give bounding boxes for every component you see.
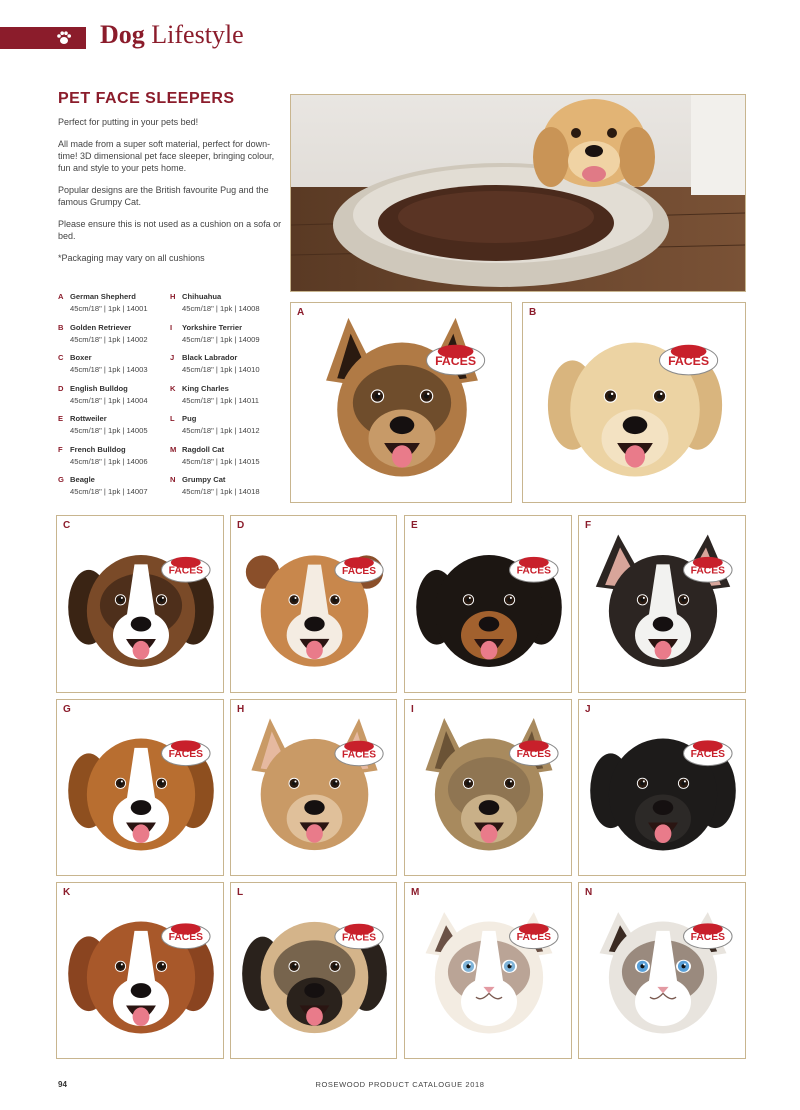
product-tile-f xyxy=(578,515,746,693)
cat-face-illustration xyxy=(579,883,746,1059)
tile-letter: E xyxy=(411,520,418,531)
faces-badge xyxy=(684,923,733,948)
faces-badge xyxy=(510,740,559,765)
tile-letter: F xyxy=(585,520,592,531)
product-spec: 45cm/18" | 1pk | 14009 xyxy=(182,334,260,344)
tile-letter: G xyxy=(63,704,71,715)
faces-badge-text: FACES xyxy=(690,932,725,944)
desc-paragraph: Perfect for putting in your pets bed! xyxy=(58,117,199,127)
product-name xyxy=(170,323,282,332)
product-name xyxy=(170,353,282,362)
faces-badge-text: FACES xyxy=(690,749,725,761)
product-list-item xyxy=(58,445,170,476)
product-list-item xyxy=(170,414,282,445)
faces-badge xyxy=(335,924,383,949)
product-letter: E xyxy=(58,414,64,423)
product-name-text: German Shepherd xyxy=(70,292,136,301)
faces-badge-text: FACES xyxy=(435,353,477,368)
faces-badge xyxy=(162,923,211,948)
product-name-text: Boxer xyxy=(70,353,92,362)
product-name xyxy=(58,353,170,362)
product-list-item xyxy=(58,323,170,354)
product-letter: G xyxy=(58,475,64,484)
faces-badge xyxy=(510,923,559,948)
product-letter: A xyxy=(58,292,64,301)
product-name-text: English Bulldog xyxy=(70,383,128,393)
product-name-text: Chihuahua xyxy=(182,292,222,301)
dog-face-illustration xyxy=(405,516,572,693)
dog-face-illustration xyxy=(405,700,572,876)
product-tile-b xyxy=(522,302,746,503)
desc-paragraph: All made from a super soft material, perfect for down-time! 3D dimensional pet face sleeper, bringing colour, fun and style to your pets home. xyxy=(58,139,275,173)
title-bold: Dog xyxy=(100,20,145,49)
dog-face-illustration xyxy=(579,700,746,876)
product-tile-i xyxy=(404,699,572,876)
product-letter: D xyxy=(58,383,64,393)
section-description xyxy=(58,116,283,274)
product-letter: H xyxy=(170,292,176,301)
product-spec: 45cm/18" | 1pk | 14001 xyxy=(70,304,148,313)
product-list-column xyxy=(170,292,282,506)
tile-letter: I xyxy=(411,704,414,715)
product-list-item xyxy=(58,475,170,506)
product-name-text: King Charles xyxy=(182,383,229,393)
product-name-text: Golden Retriever xyxy=(70,322,132,332)
dog-face-illustration xyxy=(231,516,397,693)
product-name xyxy=(58,292,170,301)
faces-badge-text: FACES xyxy=(342,932,377,944)
product-list-item xyxy=(170,384,282,415)
faces-badge-text: FACES xyxy=(516,932,551,944)
product-name-text: Grumpy Cat xyxy=(182,475,226,484)
product-letter: I xyxy=(170,322,173,332)
product-letter: K xyxy=(170,383,176,393)
product-name xyxy=(170,414,282,423)
product-name xyxy=(170,445,282,454)
product-letter: B xyxy=(58,322,64,332)
faces-badge-text: FACES xyxy=(342,565,377,577)
footer-catalogue-name: ROSEWOOD PRODUCT CATALOGUE 2018 xyxy=(315,1080,485,1089)
product-list-column xyxy=(58,292,170,506)
product-letter: L xyxy=(170,414,175,423)
product-list-item xyxy=(58,292,170,323)
desc-paragraph: Popular designs are the British favourite Pug and the famous Grumpy Cat. xyxy=(58,185,269,207)
product-name-text: Beagle xyxy=(70,475,95,484)
product-name xyxy=(170,292,282,301)
product-name xyxy=(58,414,170,423)
product-spec: 45cm/18" | 1pk | 14012 xyxy=(182,426,260,435)
product-list-item xyxy=(170,445,282,476)
product-spec: 45cm/18" | 1pk | 14015 xyxy=(182,456,260,466)
product-name-text: Yorkshire Terrier xyxy=(182,322,243,332)
faces-badge-text: FACES xyxy=(668,353,710,368)
product-list-item xyxy=(170,292,282,323)
product-spec: 45cm/18" | 1pk | 14002 xyxy=(70,334,148,344)
tile-letter: C xyxy=(63,520,71,531)
tile-letter: A xyxy=(297,307,305,318)
product-spec: 45cm/18" | 1pk | 14018 xyxy=(182,487,260,496)
faces-badge-text: FACES xyxy=(690,565,725,577)
product-tile-e xyxy=(404,515,572,693)
faces-badge xyxy=(335,741,383,766)
product-name xyxy=(170,384,282,393)
faces-badge xyxy=(684,740,733,765)
product-tile-a xyxy=(290,302,512,503)
dog-face-illustration xyxy=(579,516,746,693)
faces-badge-text: FACES xyxy=(168,749,203,761)
hero-photo xyxy=(290,94,746,292)
product-tile-g xyxy=(56,699,224,876)
product-list-item xyxy=(170,353,282,384)
tile-letter: J xyxy=(585,704,591,715)
dog-face-illustration xyxy=(231,883,397,1059)
faces-badge xyxy=(162,740,211,765)
dog-face-illustration xyxy=(523,303,746,503)
desc-paragraph: Please ensure this is not used as a cushion on a sofa or bed. xyxy=(58,219,282,241)
product-spec: 45cm/18" | 1pk | 14003 xyxy=(70,365,148,374)
dog-face-illustration xyxy=(57,883,224,1059)
product-spec: 45cm/18" | 1pk | 14007 xyxy=(70,487,148,496)
faces-badge-text: FACES xyxy=(168,565,203,577)
product-letter: J xyxy=(170,353,175,362)
product-spec: 45cm/18" | 1pk | 14005 xyxy=(70,426,148,435)
dog-face-illustration xyxy=(57,700,224,876)
product-name xyxy=(58,445,170,454)
product-name-text: Rottweiler xyxy=(70,414,107,423)
product-list-item xyxy=(58,353,170,384)
faces-badge-text: FACES xyxy=(516,749,551,761)
product-spec: 45cm/18" | 1pk | 14010 xyxy=(182,365,260,374)
product-name-text: French Bulldog xyxy=(70,444,126,454)
product-list-item xyxy=(170,475,282,506)
product-name-text: Pug xyxy=(182,414,197,423)
product-letter: M xyxy=(170,444,177,454)
product-letter: C xyxy=(58,353,64,362)
product-letter: F xyxy=(58,444,63,454)
product-tile-m xyxy=(404,882,572,1059)
product-name xyxy=(58,384,170,393)
faces-badge xyxy=(660,345,718,375)
paw-icon xyxy=(56,30,72,46)
tile-letter: D xyxy=(237,520,245,531)
product-spec: 45cm/18" | 1pk | 14011 xyxy=(182,395,260,405)
title-rest: Lifestyle xyxy=(151,20,244,49)
section-heading: PET FACE SLEEPERS xyxy=(58,90,235,107)
product-name xyxy=(170,475,282,484)
page-number: 94 xyxy=(58,1080,67,1089)
product-tile-j xyxy=(578,699,746,876)
faces-badge-text: FACES xyxy=(516,565,551,577)
hero-illustration xyxy=(291,95,746,292)
header-accent-bar xyxy=(0,27,86,49)
product-list-item xyxy=(58,384,170,415)
product-name-text: Ragdoll Cat xyxy=(182,444,225,454)
product-tile-k xyxy=(56,882,224,1059)
product-name-text: Black Labrador xyxy=(182,353,238,362)
page-section-title xyxy=(100,20,244,50)
product-list-item xyxy=(170,323,282,354)
tile-letter: K xyxy=(63,887,71,898)
product-spec: 45cm/18" | 1pk | 14006 xyxy=(70,456,148,466)
cat-face-illustration xyxy=(405,883,572,1059)
tile-letter: M xyxy=(411,887,420,898)
product-spec: 45cm/18" | 1pk | 14004 xyxy=(70,395,148,405)
faces-badge-text: FACES xyxy=(342,749,377,761)
desc-paragraph: *Packaging may vary on all cushions xyxy=(58,253,205,263)
product-tile-l xyxy=(230,882,397,1059)
faces-badge xyxy=(510,557,559,582)
faces-badge xyxy=(427,345,485,375)
product-spec: 45cm/18" | 1pk | 14008 xyxy=(182,304,260,313)
tile-letter: N xyxy=(585,887,593,898)
tile-letter: B xyxy=(529,307,537,318)
faces-badge-text: FACES xyxy=(168,932,203,944)
tile-letter: L xyxy=(237,887,244,898)
faces-badge xyxy=(162,557,211,582)
product-name xyxy=(58,323,170,332)
product-tile-h xyxy=(230,699,397,876)
dog-face-illustration xyxy=(57,516,224,693)
faces-badge xyxy=(684,557,733,582)
product-name xyxy=(58,475,170,484)
product-list-item xyxy=(58,414,170,445)
dog-face-illustration xyxy=(231,700,397,876)
tile-letter: H xyxy=(237,704,245,715)
product-tile-d xyxy=(230,515,397,693)
product-tile-n xyxy=(578,882,746,1059)
product-tile-c xyxy=(56,515,224,693)
product-letter: N xyxy=(170,475,176,484)
dog-face-illustration xyxy=(291,303,512,503)
